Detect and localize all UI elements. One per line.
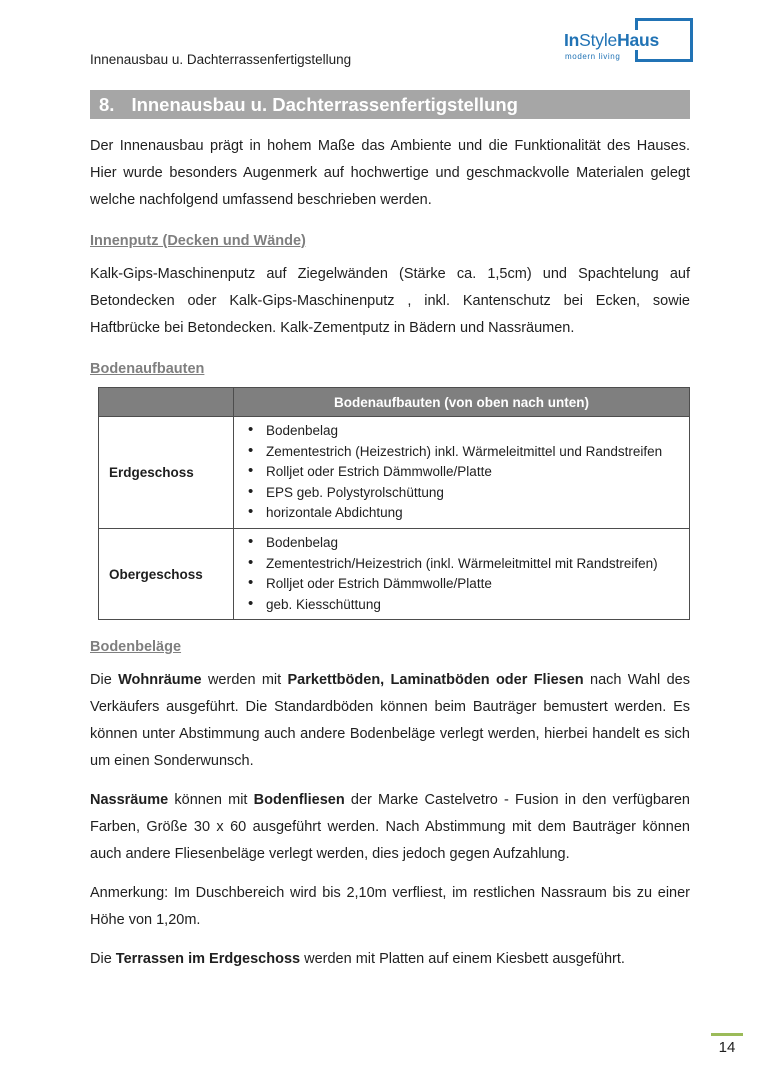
intro-paragraph: Der Innenausbau prägt in hohem Maße das Ambiente und die Funktionalität des Hauses. Hier wurde besonders Augenmerk auf hochwertige und geschmackvolle Materialen gelegt welche nachfolgend umfassend beschrieben werden. <box>90 138 690 208</box>
text-segment: Parkettböden, Laminatböden oder Fliesen <box>287 672 584 689</box>
section-title: Innenausbau u. Dachterrassenfertigstellung <box>131 93 518 115</box>
text-segment: Bodenfliesen <box>253 792 345 809</box>
row-label: Erdgeschoss <box>99 417 234 529</box>
row-items <box>234 417 690 529</box>
table-header-row <box>99 388 690 417</box>
row-items <box>234 528 690 619</box>
text-segment: der Marke Castelvetro - Fusion in den verfügbaren Farben, Größe 30 x 60 ausgeführt werden. Nach Abstimmung mit dem Bauträger können auch andere Fliesenbeläge verlegt werden, dies jedoch gegen Aufzahlung. <box>90 792 690 863</box>
page-number: 14 <box>718 1039 736 1056</box>
text-segment: Haus <box>617 30 660 50</box>
page-footer <box>711 1033 743 1056</box>
text-segment: Nassräume <box>90 792 169 809</box>
text-segment: werden mit Platten auf einem Kiesbett ausgeführt. <box>300 951 625 968</box>
table-header-cell: Bodenaufbauten (von oben nach unten) <box>234 388 690 417</box>
bullet-item: • Bodenbelag <box>234 533 689 554</box>
bullet-item: • geb. Kiesschüttung <box>234 595 689 616</box>
instylehaus-logo <box>564 12 694 70</box>
bodenbelaege-paragraph-1 <box>90 667 690 775</box>
subheading-bodenbelaege: Bodenbeläge <box>90 639 182 656</box>
bullet-item: • Bodenbelag <box>234 421 689 442</box>
bullet-item: • horizontale Abdichtung <box>234 503 689 524</box>
table-header-empty-cell <box>99 388 234 417</box>
bullet-item: • EPS geb. Polystyrolschüttung <box>234 483 689 504</box>
text-segment: Die <box>90 951 116 968</box>
text-segment: können mit <box>168 792 254 809</box>
text-segment: werden mit <box>201 672 288 689</box>
terrassen-paragraph <box>90 946 690 973</box>
bodenaufbauten-table <box>98 387 690 620</box>
bullet-list <box>234 421 689 524</box>
text-segment: Die <box>90 672 119 689</box>
text-segment: Wohnräume <box>118 672 202 689</box>
section-heading <box>90 90 690 119</box>
text-segment: Anmerkung: Im Duschbereich wird bis 2,10m verfliest, im restlichen Nassraum bis zu einer Höhe von 1,20m. <box>90 885 690 929</box>
bullet-item: • Zementestrich (Heizestrich) inkl. Wärmeleitmittel und Randstreifen <box>234 442 689 463</box>
bodenaufbauten-table-body <box>99 417 690 620</box>
text-segment: Style <box>579 30 618 50</box>
table-row <box>99 528 690 619</box>
subheading-innenputz: Innenputz (Decken und Wände) <box>90 233 306 249</box>
row-label: Obergeschoss <box>99 528 234 619</box>
section-number: 8. <box>99 93 115 115</box>
text-segment: nach Wahl des Verkäufers ausgeführt. Die Standardböden können beim Bauträger bemustert werden. Es können unter Abstimmung auch andere Bodenbeläge verlegt werden, hierbei handelt es sich um einen Sonderwunsch. <box>90 672 690 770</box>
running-header-title: Innenausbau u. Dachterrassenfertigstellung <box>90 52 352 67</box>
text-segment: Terrassen im Erdgeschoss <box>115 951 301 968</box>
text-segment: In <box>564 30 580 50</box>
bullet-list <box>234 533 689 615</box>
logo-wordmark <box>564 30 661 50</box>
main-content <box>90 90 690 973</box>
footer-accent-line <box>711 1033 743 1036</box>
innenputz-paragraph: Kalk-Gips-Maschinenputz auf Ziegelwänden (Stärke ca. 1,5cm) und Spachtelung auf Betondecken oder Kalk-Gips-Maschinenputz , inkl. Kantenschutz bei Ecken, sowie Haftbrücke bei Betondecken. Kalk-Zementputz in Bädern und Nassräumen. <box>90 266 690 336</box>
bullet-item: • Rolljet oder Estrich Dämmwolle/Platte <box>234 462 689 483</box>
anmerkung-paragraph <box>90 880 690 934</box>
bullet-item: • Zementestrich/Heizestrich (inkl. Wärmeleitmittel mit Randstreifen) <box>234 554 689 575</box>
bullet-item: • Rolljet oder Estrich Dämmwolle/Platte <box>234 574 689 595</box>
bodenbelaege-paragraph-2 <box>90 787 690 868</box>
subheading-bodenaufbauten: Bodenaufbauten <box>90 361 205 377</box>
page-header <box>90 12 694 70</box>
table-row <box>99 417 690 529</box>
logo-tagline: modern living <box>565 52 623 61</box>
